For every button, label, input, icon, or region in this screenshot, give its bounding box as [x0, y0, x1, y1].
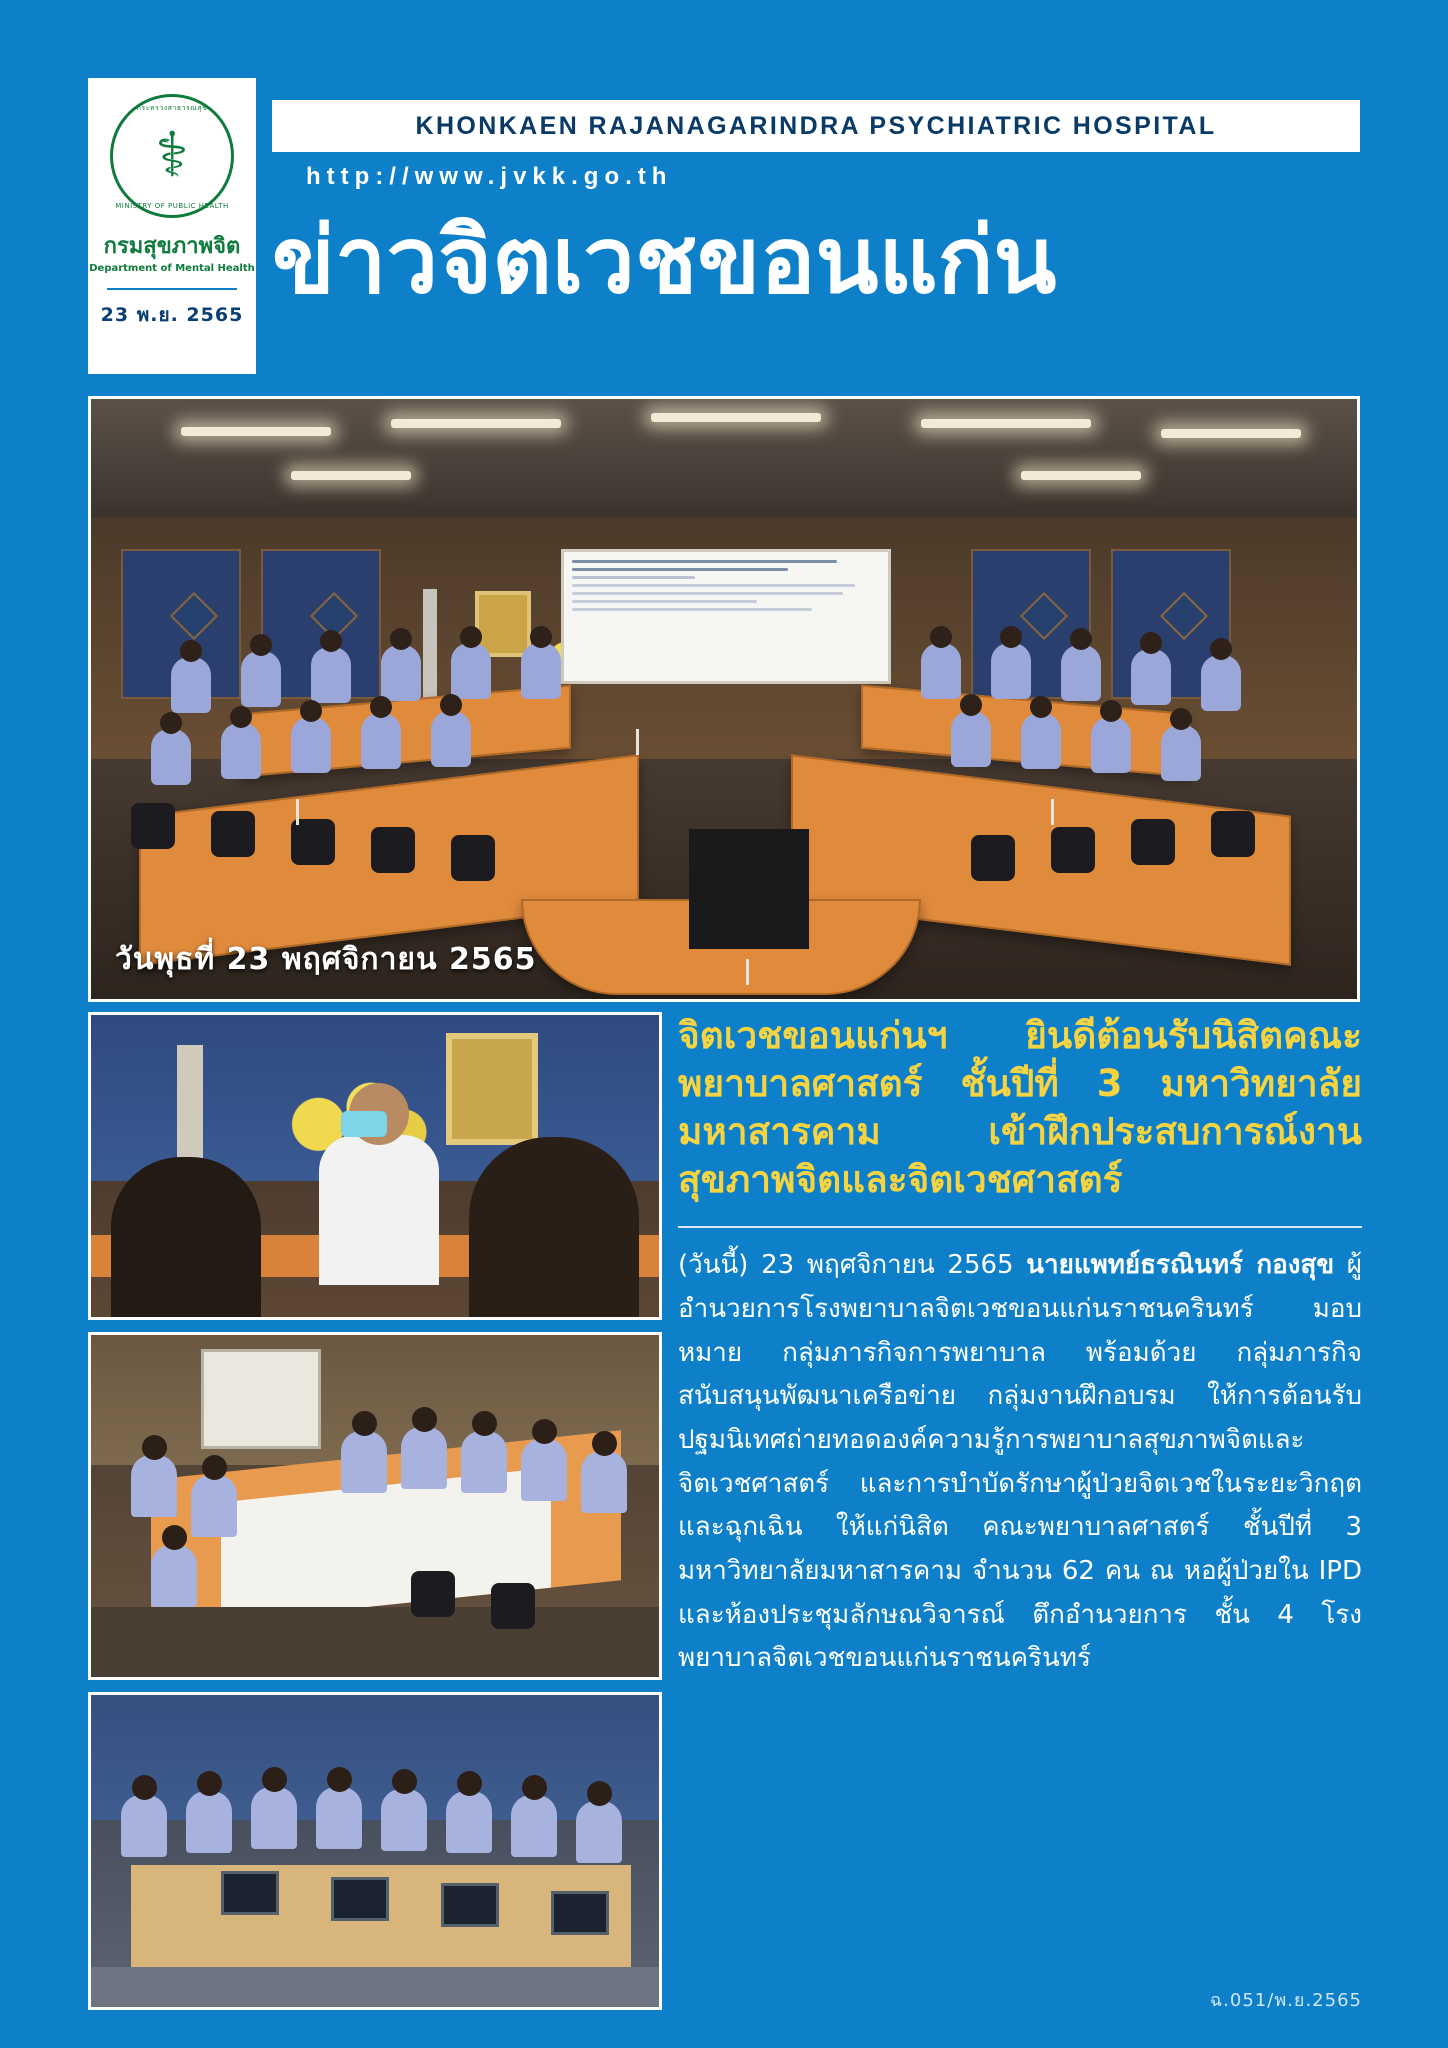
article-body: [678, 1244, 1362, 1681]
attendee: [191, 1475, 237, 1537]
chair: [971, 835, 1015, 881]
issue-number: ฉ.051/พ.ย.2565: [1209, 1990, 1362, 2011]
website-url[interactable]: http://www.jvkk.go.th: [306, 163, 673, 190]
attendee: [1131, 649, 1171, 705]
attendee: [401, 1427, 447, 1489]
microphone: [636, 729, 639, 755]
chair: [371, 827, 415, 873]
attendee: [451, 643, 491, 699]
attendee: [151, 1545, 197, 1607]
monitor: [441, 1883, 499, 1927]
attendee: [461, 1431, 507, 1493]
attendee: [311, 647, 351, 703]
article-lead-date: (วันนี้) 23 พฤศจิกายน 2565: [678, 1250, 1027, 1281]
divider: [678, 1226, 1362, 1228]
attendee: [521, 643, 561, 699]
microphone: [296, 799, 299, 825]
ceiling-light-icon: [651, 413, 821, 422]
ceiling-light-icon: [1161, 429, 1301, 438]
attendee: [251, 1787, 297, 1849]
ceiling-light-icon: [1021, 471, 1141, 480]
attendee: [951, 711, 991, 767]
attendee: [1161, 725, 1201, 781]
floor: [91, 1607, 659, 1677]
monitor: [551, 1891, 609, 1935]
attendee: [241, 651, 281, 707]
issue-date-short: 23 พ.ย. 2565: [100, 304, 244, 326]
hospital-name-en: KHONKAEN RAJANAGARINDRA PSYCHIATRIC HOSPITAL: [415, 111, 1217, 140]
attendee: [469, 1137, 639, 1317]
monitor: [331, 1877, 389, 1921]
ceiling-light-icon: [291, 471, 411, 480]
ceiling-light-icon: [181, 427, 331, 436]
slide-content: [564, 552, 888, 624]
attendee: [991, 643, 1031, 699]
attendee: [221, 723, 261, 779]
chair: [411, 1571, 455, 1617]
attendee: [121, 1795, 167, 1857]
photo-column: [88, 1012, 662, 2022]
chair: [451, 835, 495, 881]
attendee: [1091, 717, 1131, 773]
ceiling-light-icon: [391, 419, 561, 428]
speaker-person: [319, 1135, 439, 1285]
article-headline: จิตเวชขอนแก่นฯ ยินดีต้อนรับนิสิตคณะพยาบาลศาสตร์ ชั้นปีที่ 3 มหาวิทยาลัยมหาสารคาม เข้าฝึกประสบการณ์งานสุขภาพจิตและจิตเวชศาสตร์: [678, 1014, 1362, 1202]
attendee: [131, 1455, 177, 1517]
logo-box: [88, 78, 256, 374]
blue-wall: [91, 1695, 659, 1820]
chair: [211, 811, 255, 857]
attendee: [446, 1791, 492, 1853]
ceiling-light-icon: [921, 419, 1091, 428]
attendee: [316, 1787, 362, 1849]
attendee: [921, 643, 961, 699]
logo-divider: [107, 288, 237, 290]
whiteboard: [201, 1349, 321, 1449]
hospital-name-bar: [272, 100, 1360, 152]
attendee: [576, 1801, 622, 1863]
microphone: [1051, 799, 1054, 825]
attendee: [521, 1439, 567, 1501]
microphone: [746, 959, 749, 985]
photo-computer-lab: [88, 1692, 662, 2010]
article-lead-name: นายแพทย์ธรณินทร์ กองสุข: [1026, 1250, 1335, 1281]
page-header: [0, 0, 1448, 380]
emblem-ring-bottom-text: MINISTRY OF PUBLIC HEALTH: [115, 202, 229, 210]
floor: [91, 1967, 659, 2007]
ministry-emblem-icon: [110, 94, 234, 218]
chair: [1211, 811, 1255, 857]
attendee: [291, 717, 331, 773]
emblem-ring-top-text: กระทรวงสาธารณสุข: [136, 104, 208, 112]
attendee: [341, 1431, 387, 1493]
thai-flag: [423, 589, 437, 699]
royal-portrait: [446, 1033, 538, 1145]
chair: [1131, 819, 1175, 865]
attendee: [1021, 713, 1061, 769]
page-title: ข่าวจิตเวชขอนแก่น: [272, 207, 1057, 314]
attendee: [186, 1791, 232, 1853]
attendee: [511, 1795, 557, 1857]
attendee: [381, 645, 421, 701]
department-name-en: Department of Mental Health: [89, 263, 255, 274]
photo-orientation-room: [88, 1332, 662, 1680]
attendee: [431, 711, 471, 767]
face-mask-icon: [341, 1111, 387, 1137]
attendee: [1061, 645, 1101, 701]
chair: [131, 803, 175, 849]
attendee: [361, 713, 401, 769]
hero-caption-date: วันพุธที่ 23 พฤศจิกายน 2565: [115, 942, 537, 977]
attendee: [111, 1157, 261, 1317]
attendee: [381, 1789, 427, 1851]
podium: [689, 829, 809, 949]
attendee: [1201, 655, 1241, 711]
caduceus-icon: ⚕: [155, 121, 189, 190]
department-name-th: กรมสุขภาพจิต: [103, 234, 241, 259]
article-column: [678, 1012, 1362, 1681]
chair: [1051, 827, 1095, 873]
projector-screen: [561, 549, 891, 684]
chair: [491, 1583, 535, 1629]
monitor: [221, 1871, 279, 1915]
attendee: [171, 657, 211, 713]
chair: [291, 819, 335, 865]
photo-director-briefing: [88, 1012, 662, 1320]
attendee: [581, 1451, 627, 1513]
attendee: [151, 729, 191, 785]
hero-photo-meeting-room: [88, 396, 1360, 1002]
article-body-text: ผู้อำนวยการโรงพยาบาลจิตเวชขอนแก่นราชนครินทร์ มอบหมาย กลุ่มภารกิจการพยาบาล พร้อมด้วย กลุ่มภารกิจสนับสนุนพัฒนาเครือข่าย กลุ่มงานฝึกอบรม ให้การต้อนรับปฐมนิเทศถ่ายทอดองค์ความรู้การพยาบาลสุขภาพจิตและจิตเวชศาสตร์ และการบำบัดรักษาผู้ป่วยจิตเวชในระยะวิกฤตและฉุกเฉิน ให้แก่นิสิต คณะพยาบาลศาสตร์ ชั้นปีที่ 3 มหาวิทยาลัยมหาสารคาม จำนวน 62 คน ณ หอผู้ป่วยใน IPD และห้องประชุมลักษณวิจารณ์ ตึกอำนวยการ ชั้น 4 โรงพยาบาลจิตเวชขอนแก่นราชนครินทร์: [678, 1250, 1362, 1674]
